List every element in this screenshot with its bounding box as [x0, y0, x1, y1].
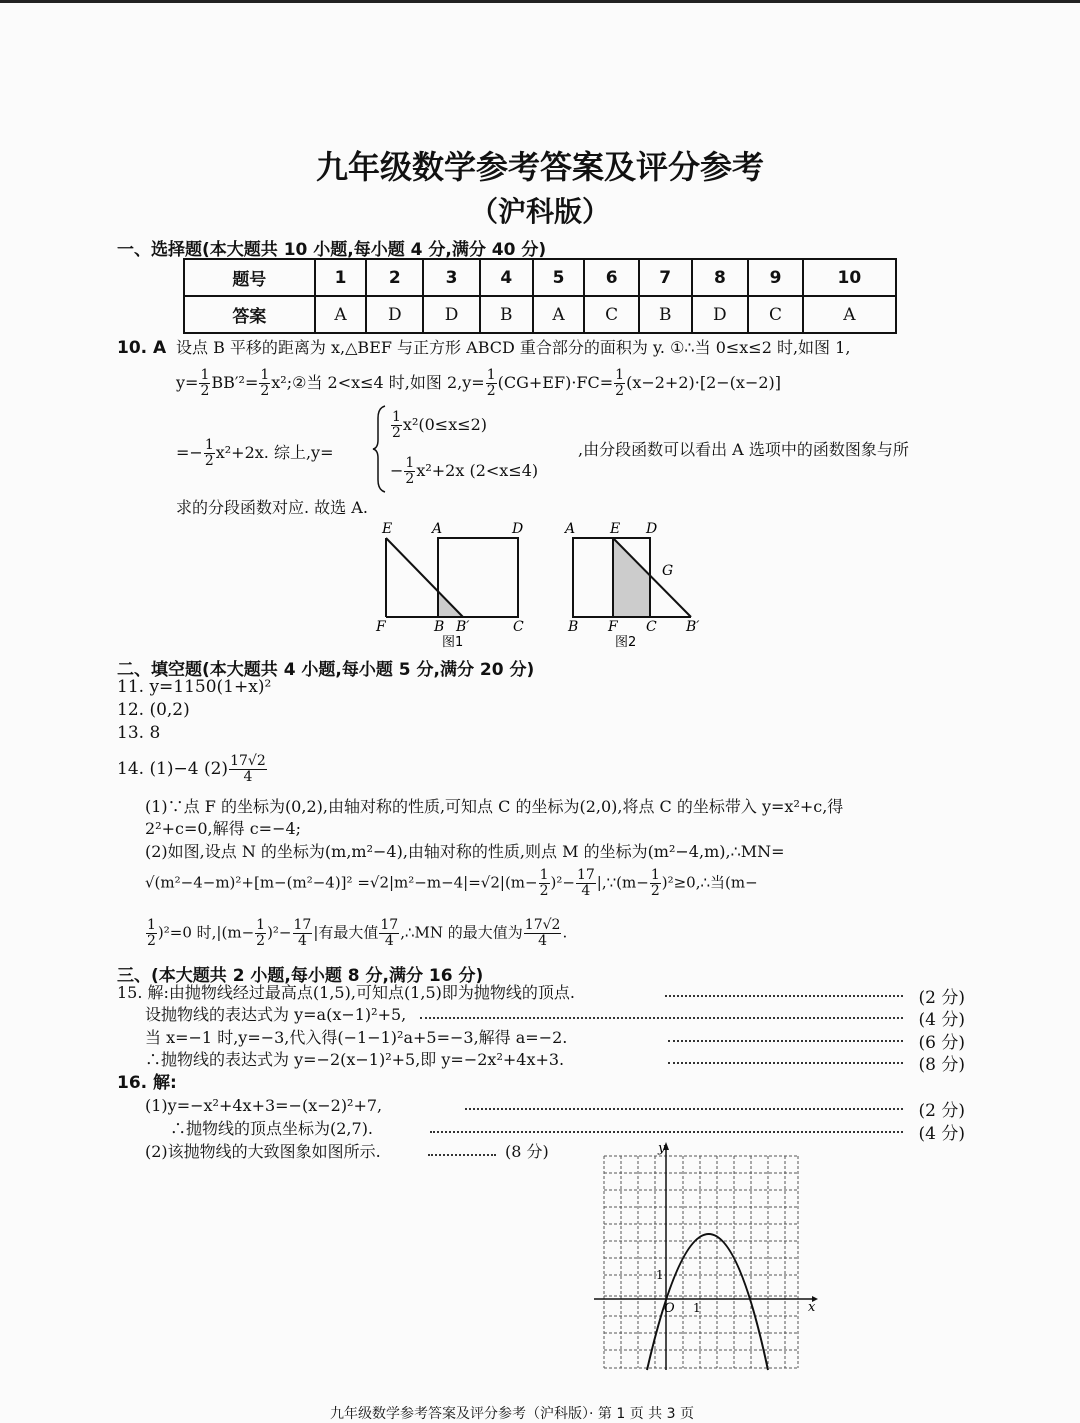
table-cell: 9 [748, 259, 802, 296]
figure-2-caption: 图2 [615, 635, 637, 650]
denominator: 2 [539, 883, 549, 899]
label-E: E [610, 521, 621, 537]
fraction [146, 918, 157, 949]
numerator: 17√2 [230, 753, 266, 769]
numerator: 1 [260, 367, 270, 383]
figure-1 [370, 518, 540, 653]
table-cell: 10 [803, 259, 896, 296]
table-cell: C [748, 296, 802, 333]
q14-line5 [145, 918, 567, 949]
denominator: 4 [297, 933, 307, 949]
table-cell: D [692, 296, 749, 333]
table-cell: 7 [639, 259, 692, 296]
q14-line1: (1)∵点 F 的坐标为(0,2),由轴对称的性质,可知点 C 的坐标为(2,0),将点 C 的坐标带入 y=x²+c,得 [145, 797, 844, 816]
text: =− [176, 443, 203, 462]
leader-dots [668, 1040, 903, 1042]
table-cell: B [639, 296, 692, 333]
q10-line2 [176, 368, 781, 399]
text: y= [176, 373, 199, 392]
text: . [562, 923, 568, 942]
denominator: 4 [384, 933, 394, 949]
table-row-numbers [184, 259, 896, 296]
row-label-answer: 答案 [184, 296, 315, 333]
text: )²− [267, 923, 292, 942]
label-A: A [565, 521, 576, 537]
q16-label: 16. 解: [117, 1073, 177, 1093]
q16-line: (1)y=−x²+4x+3=−(x−2)²+7, [145, 1096, 383, 1115]
fraction [391, 410, 402, 441]
q10-line1: 设点 B 平移的距离为 x,△BEF 与正方形 ABCD 重合部分的面积为 y. ①∴当 0≤x≤2 时,如图 1, [176, 338, 851, 357]
numerator: 1 [650, 867, 660, 883]
fraction [379, 918, 399, 949]
q16-part2: (2)该抛物线的大致图象如图所示. [145, 1142, 381, 1161]
label-E: E [382, 521, 393, 537]
score: (6 分) [918, 1033, 965, 1053]
table-cell: 1 [315, 259, 367, 296]
fraction [293, 918, 313, 949]
fraction [229, 754, 267, 785]
denominator: 4 [538, 933, 548, 949]
q16-line: ∴抛物线的顶点坐标为(2,7). [170, 1119, 374, 1138]
text: (x−2+2)·[2−(x−2)] [626, 373, 782, 392]
numerator: 1 [392, 409, 401, 425]
label-D: D [512, 521, 524, 537]
q10-case2 [390, 456, 538, 487]
text: |,∵(m− [596, 873, 649, 892]
q14-line2: 2²+c=0,解得 c=−4; [145, 819, 302, 838]
denominator: 4 [581, 883, 591, 899]
leader-dots [665, 995, 903, 997]
numerator: 1 [486, 367, 496, 383]
fraction [199, 368, 210, 399]
label-B-prime: B′ [686, 619, 700, 635]
q11-answer: 11. y=1150(1+x)² [117, 677, 272, 697]
fraction [539, 868, 550, 899]
table-cell: 2 [366, 259, 423, 296]
denominator: 2 [204, 453, 214, 469]
text: )²≥0,∴当(m− [661, 873, 758, 892]
y-tick-1: 1 [656, 1268, 664, 1282]
fraction [259, 368, 270, 399]
q15-line: ∴抛物线的表达式为 y=−2(x−1)²+5,即 y=−2x²+4x+3. [145, 1050, 565, 1069]
table-row-answers [184, 296, 896, 333]
q10-line4: 求的分段函数对应. 故选 A. [176, 498, 368, 517]
table-cell: C [584, 296, 638, 333]
numerator: 1 [256, 917, 266, 933]
denominator: 2 [200, 383, 210, 399]
q15-line: 15. 解:由抛物线经过最高点(1,5),可知点(1,5)即为抛物线的顶点. [117, 983, 575, 1002]
table-cell: A [315, 296, 367, 333]
label-F: F [608, 619, 618, 635]
numerator: 17√2 [524, 917, 561, 933]
q10-line3-left [176, 438, 334, 469]
q14-line4 [145, 868, 758, 899]
text: |有最大值 [313, 923, 379, 942]
table-cell: B [480, 296, 533, 333]
table-cell: A [803, 296, 896, 333]
section3-heading: 三、(本大题共 2 小题,每小题 8 分,满分 16 分) [117, 966, 484, 986]
leader-dots [420, 1017, 903, 1019]
score: (2 分) [918, 1101, 965, 1121]
score: (8 分) [505, 1142, 549, 1161]
numerator: 1 [615, 367, 625, 383]
section2-heading: 二、填空题(本大题共 4 小题,每小题 5 分,满分 20 分) [117, 660, 535, 680]
fraction [524, 918, 562, 949]
fraction [404, 456, 415, 487]
label-C: C [513, 619, 524, 635]
label-D: D [646, 521, 658, 537]
denominator: 2 [260, 383, 270, 399]
table-cell: D [366, 296, 423, 333]
leader-dots [430, 1131, 903, 1133]
page-subtitle: （沪科版） [469, 195, 610, 228]
text: x²+2x (2<x≤4) [416, 461, 539, 480]
numerator: 17 [293, 917, 312, 933]
q10-label: 10. A [117, 338, 167, 358]
numerator: 17 [576, 867, 595, 883]
fraction [204, 438, 215, 469]
q15-line: 当 x=−1 时,y=−3,代入得(−1−1)²a+5=−3,解得 a=−2. [145, 1028, 568, 1047]
top-border [0, 0, 1080, 3]
text: x²+2x. 综上,y= [215, 443, 334, 462]
score: (8 分) [918, 1055, 965, 1075]
text: x²;②当 2<x≤4 时,如图 2,y= [271, 373, 485, 392]
label-A: A [432, 521, 443, 537]
answer-table [183, 258, 897, 334]
denominator: 2 [392, 425, 401, 441]
label-B: B [568, 619, 579, 635]
row-label-question: 题号 [184, 259, 315, 296]
figure-1-caption: 图1 [442, 635, 464, 650]
q14-line3: (2)如图,设点 N 的坐标为(m,m²−4),由轴对称的性质,则点 M 的坐标为(m²−4,m),∴MN= [145, 842, 785, 861]
text: ,∴MN 的最大值为 [400, 923, 523, 942]
numerator: 1 [405, 455, 415, 471]
text: x²(0≤x≤2) [402, 415, 488, 434]
text: BB′²= [211, 373, 259, 392]
leader-dots [465, 1108, 903, 1110]
denominator: 2 [147, 933, 156, 949]
fraction [576, 868, 596, 899]
table-cell: 6 [584, 259, 638, 296]
x-tick-1: 1 [693, 1301, 701, 1315]
denominator: 2 [650, 883, 660, 899]
q12-answer: 12. (0,2) [117, 700, 190, 720]
q10-line3-right: ,由分段函数可以看出 A 选项中的函数图象与所 [578, 440, 909, 459]
fraction [614, 368, 625, 399]
origin-label: O [664, 1301, 675, 1316]
denominator: 4 [243, 769, 253, 785]
figure-2 [560, 518, 720, 653]
label-F: F [376, 619, 386, 635]
q10-case1 [390, 410, 487, 441]
piecewise-brace [372, 404, 388, 494]
denominator: 2 [405, 471, 415, 487]
fraction [255, 918, 266, 949]
table-cell: 4 [480, 259, 533, 296]
score: (4 分) [918, 1124, 965, 1144]
score: (4 分) [918, 1010, 965, 1030]
denominator: 2 [486, 383, 496, 399]
text: )²=0 时,|(m− [157, 923, 255, 942]
table-cell: D [423, 296, 480, 333]
x-axis-label: x [808, 1300, 816, 1315]
numerator: 17 [380, 917, 399, 933]
y-axis-label: y [658, 1141, 666, 1156]
text: )²− [550, 873, 575, 892]
numerator: 1 [147, 917, 156, 933]
table-cell: 8 [692, 259, 749, 296]
q13-answer: 13. 8 [117, 723, 161, 743]
parabola-graph [590, 1138, 822, 1374]
text: 14. (1)−4 (2) [117, 759, 229, 779]
section1-heading: 一、选择题(本大题共 10 小题,每小题 4 分,满分 40 分) [117, 240, 547, 260]
table-cell: A [533, 296, 585, 333]
page-title: 九年级数学参考答案及评分参考 [315, 148, 764, 186]
fraction [650, 868, 661, 899]
q15-line: 设抛物线的表达式为 y=a(x−1)²+5, [145, 1005, 407, 1024]
score: (2 分) [918, 988, 965, 1008]
text: − [390, 461, 404, 480]
label-G: G [662, 563, 674, 579]
fraction [486, 368, 497, 399]
denominator: 2 [256, 933, 266, 949]
q14-answer [117, 754, 268, 785]
label-C: C [646, 619, 657, 635]
page-footer: 九年级数学参考答案及评分参考（沪科版）· 第 1 页 共 3 页 [330, 1406, 694, 1422]
label-B: B [434, 619, 445, 635]
table-cell: 5 [533, 259, 585, 296]
table-cell: 3 [423, 259, 480, 296]
leader-dots [668, 1062, 903, 1064]
numerator: 1 [204, 437, 214, 453]
denominator: 2 [615, 383, 625, 399]
text: (CG+EF)·FC= [497, 373, 614, 392]
numerator: 1 [539, 867, 549, 883]
text: √(m²−4−m)²+[m−(m²−4)]² =√2|m²−m−4|=√2|(m− [145, 873, 538, 892]
numerator: 1 [200, 367, 210, 383]
label-B-prime: B′ [456, 619, 470, 635]
leader-dots [428, 1154, 496, 1156]
